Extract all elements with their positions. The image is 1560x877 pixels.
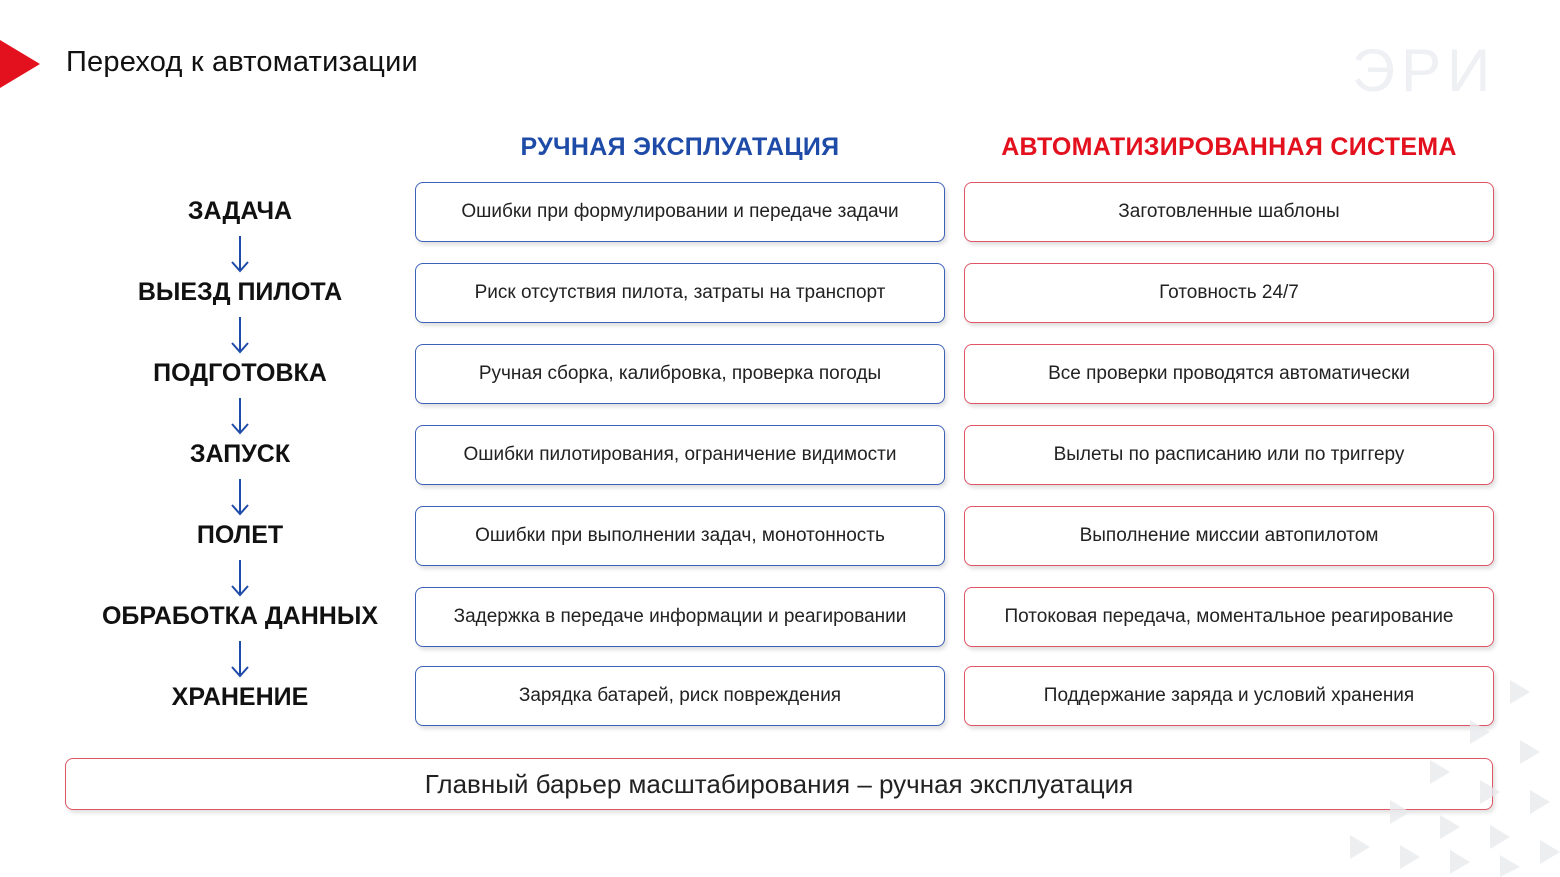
- arrow-down-icon: [229, 639, 251, 679]
- auto-box-task: Заготовленные шаблоны: [964, 182, 1494, 242]
- arrow-down-icon: [229, 477, 251, 517]
- page-title: Переход к автоматизации: [66, 46, 418, 78]
- step-label-data-processing: ОБРАБОТКА ДАННЫХ: [101, 602, 378, 630]
- footer-conclusion: Главный барьер масштабирования – ручная эксплуатация: [65, 758, 1493, 810]
- red-triangle-icon: [0, 40, 40, 88]
- manual-box-flight: Ошибки при выполнении задач, монотонность: [415, 506, 945, 566]
- company-logo: ЭРИ: [1352, 37, 1497, 104]
- auto-box-data-processing: Потоковая передача, моментальное реагирование: [964, 587, 1494, 647]
- step-label-launch: ЗАПУСК: [189, 440, 291, 468]
- step-label-preparation: ПОДГОТОВКА: [153, 359, 327, 387]
- arrow-down-icon: [229, 315, 251, 355]
- auto-column-header: АВТОМАТИЗИРОВАННАЯ СИСТЕМА: [1001, 133, 1457, 161]
- triangle-pattern-decoration: [1150, 640, 1560, 877]
- step-label-pilot-trip: ВЫЕЗД ПИЛОТА: [137, 278, 343, 306]
- auto-box-flight: Выполнение миссии автопилотом: [964, 506, 1494, 566]
- arrow-down-icon: [229, 396, 251, 436]
- arrow-down-icon: [229, 234, 251, 274]
- auto-box-preparation: Все проверки проводятся автоматически: [964, 344, 1494, 404]
- auto-box-pilot-trip: Готовность 24/7: [964, 263, 1494, 323]
- auto-box-storage: Поддержание заряда и условий хранения: [964, 666, 1494, 726]
- arrow-down-icon: [229, 558, 251, 598]
- auto-box-launch: Вылеты по расписанию или по триггеру: [964, 425, 1494, 485]
- manual-box-launch: Ошибки пилотирования, ограничение видимости: [415, 425, 945, 485]
- manual-box-preparation: Ручная сборка, калибровка, проверка погоды: [415, 344, 945, 404]
- step-label-task: ЗАДАЧА: [187, 197, 293, 225]
- manual-box-data-processing: Задержка в передаче информации и реагировании: [415, 587, 945, 647]
- step-label-storage: ХРАНЕНИЕ: [171, 683, 309, 711]
- manual-box-storage: Зарядка батарей, риск повреждения: [415, 666, 945, 726]
- step-label-flight: ПОЛЕТ: [196, 521, 284, 549]
- manual-column-header: РУЧНАЯ ЭКСПЛУАТАЦИЯ: [520, 133, 840, 161]
- manual-box-pilot-trip: Риск отсутствия пилота, затраты на транспорт: [415, 263, 945, 323]
- manual-box-task: Ошибки при формулировании и передаче задачи: [415, 182, 945, 242]
